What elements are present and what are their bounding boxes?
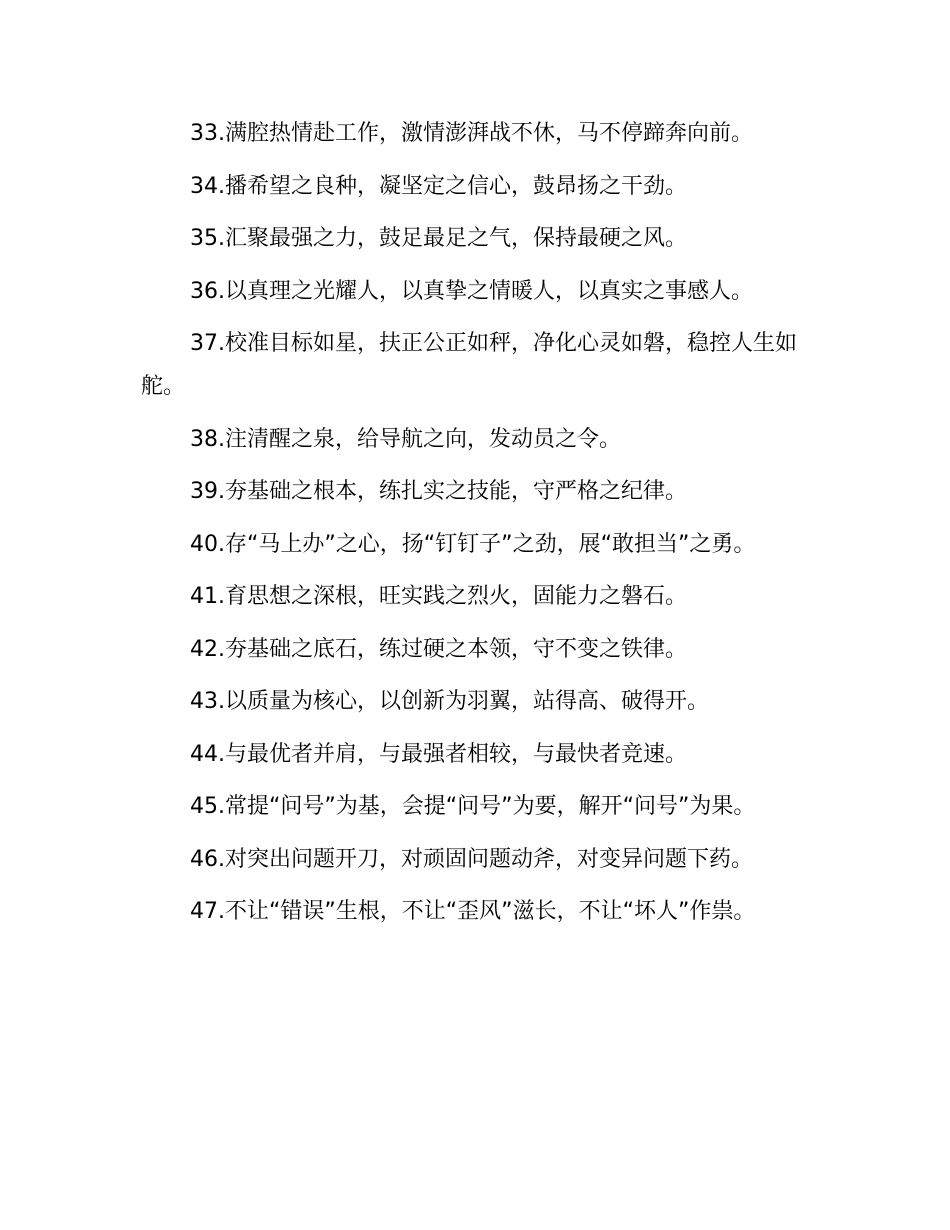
- paragraph-45: 45.常提“问号”为基，会提“问号”为要，解开“问号”为果。: [190, 794, 756, 819]
- paragraph-34: 34.播希望之良种，凝坚定之信心，鼓昂扬之干劲。: [190, 173, 687, 199]
- paragraph-47: 47.不让“错误”生根，不让“歪风”滋长，不让“坏人”作祟。: [190, 899, 756, 924]
- paragraph-33: 33.满腔热情赴工作，激情澎湃战不休，马不停蹄奔向前。: [190, 121, 753, 146]
- paragraph-39: 39.夯基础之根本，练扎实之技能，守严格之纪律。: [190, 479, 687, 504]
- paragraph-44: 44.与最优者并肩，与最强者相较，与最快者竞速。: [190, 741, 687, 767]
- paragraph-38: 38.注清醒之泉，给导航之向，发动员之令。: [190, 426, 621, 452]
- paragraph-42: 42.夯基础之底石，练过硬之本领，守不变之铁律。: [190, 636, 687, 662]
- paragraph-36: 36.以真理之光耀人，以真挚之情暖人，以真实之事感人。: [190, 278, 753, 304]
- paragraph-37: 37.校准目标如星，扶正公正如秤，净化心灵如磐，稳控人生如舵。: [141, 331, 797, 399]
- paragraph-43: 43.以质量为核心，以创新为羽翼，站得高、破得开。: [190, 689, 709, 714]
- paragraph-40: 40.存“马上办”之心，扬“钉钉子”之劲，展“敢担当”之勇。: [190, 531, 756, 557]
- paragraph-46: 46.对突出问题开刀，对顽固问题动斧，对变异问题下药。: [190, 846, 753, 872]
- paragraph-41: 41.育思想之深根，旺实践之烈火，固能力之磐石。: [190, 584, 687, 609]
- paragraph-35: 35.汇聚最强之力，鼓足最足之气，保持最硬之风。: [190, 226, 687, 251]
- document-body: [141, 112, 821, 943]
